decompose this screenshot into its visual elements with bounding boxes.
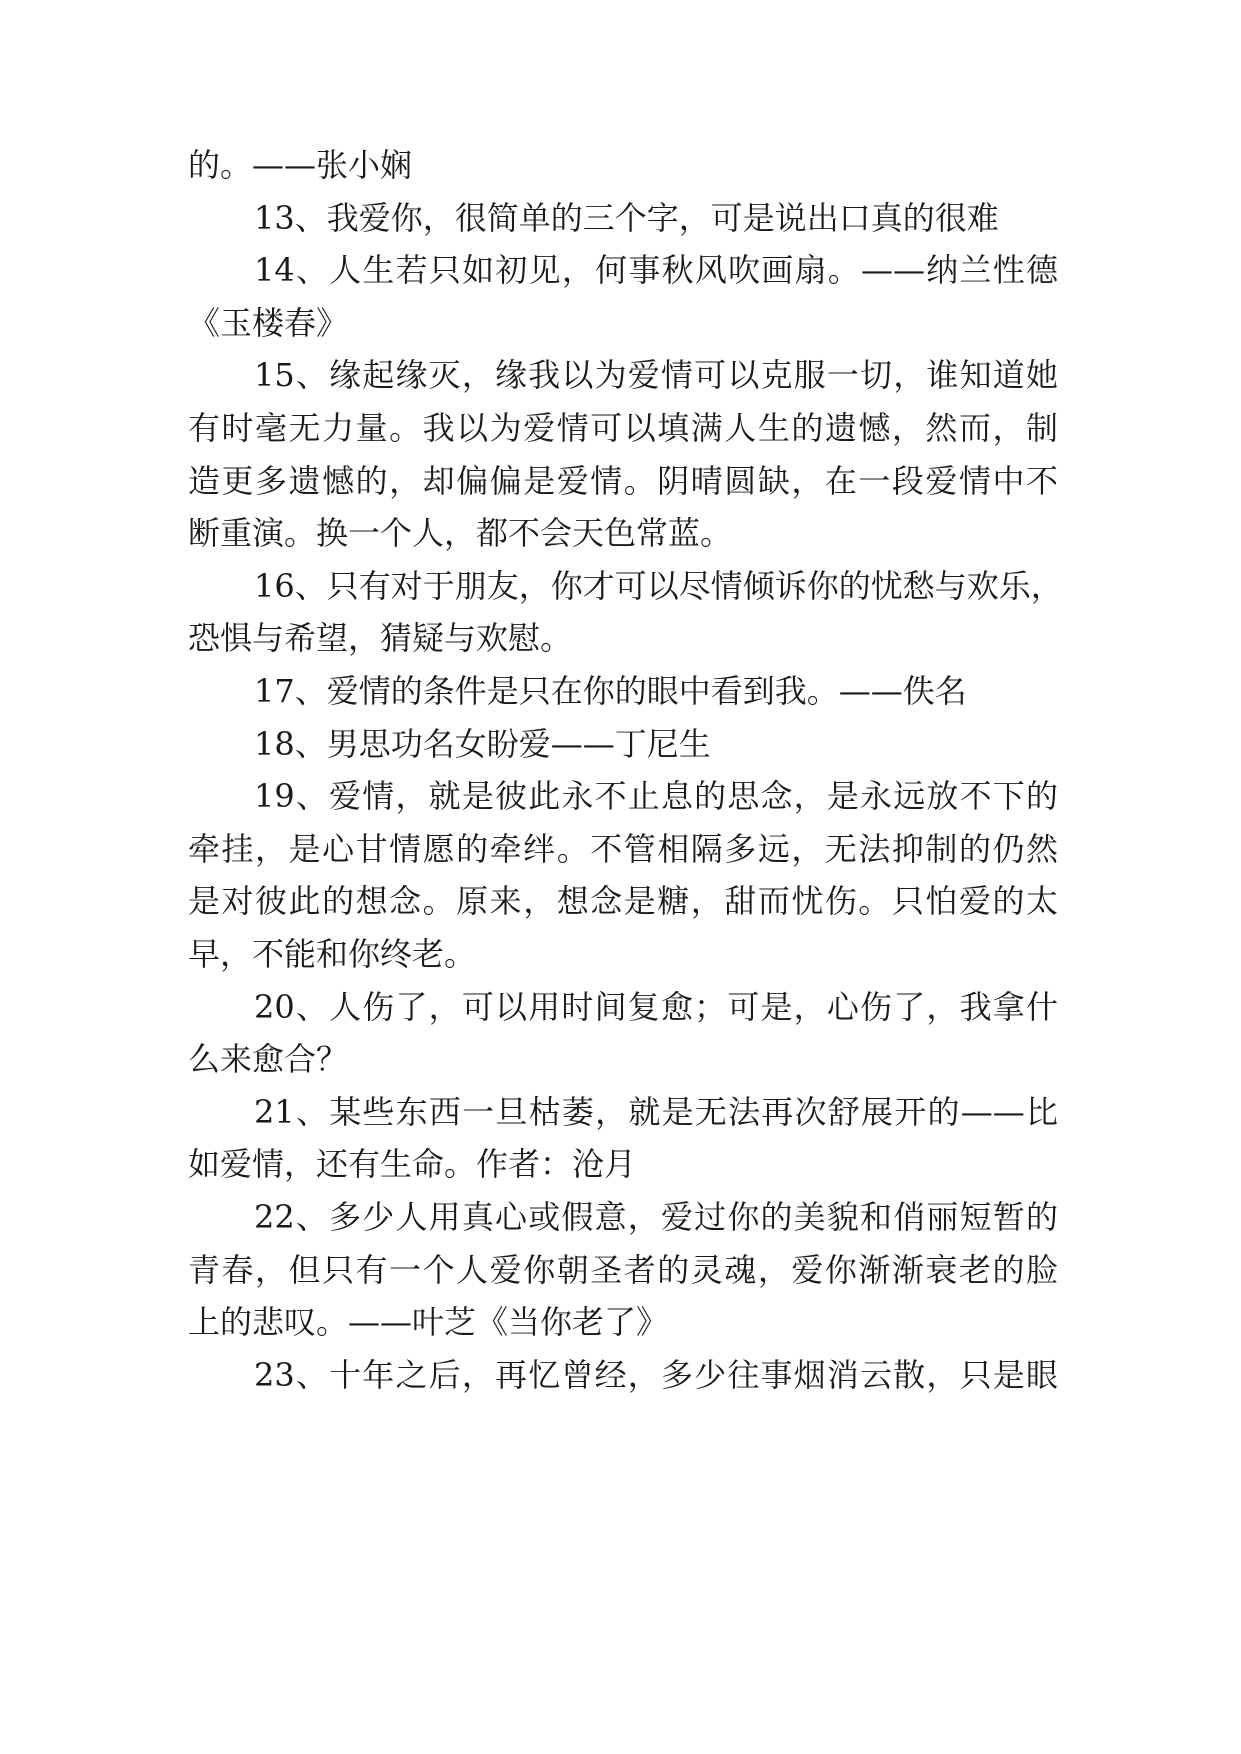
text-line: 23、十年之后，再忆曾经，多少往事烟消云散，只是眼: [254, 1355, 1058, 1394]
text-line: 断重演。换一个人，都不会天色常蓝。: [188, 514, 733, 553]
text-line: 18、男思功名女盼爱——丁尼生: [254, 724, 711, 763]
text-line: 21、某些东西一旦枯萎，就是无法再次舒展开的——比: [254, 1092, 1058, 1131]
text-line: 恐惧与希望，猜疑与欢慰。: [188, 619, 573, 658]
text-line: 20、人伤了，可以用时间复愈；可是，心伤了，我拿什: [254, 987, 1058, 1026]
text-line: 17、爱情的条件是只在你的眼中看到我。——佚名: [254, 672, 967, 710]
text-line: 的。——张小娴: [188, 146, 413, 184]
text-line: 14、人生若只如初见，何事秋风吹画扇。——纳兰性德: [254, 251, 1058, 290]
text-line: 《玉楼春》: [188, 303, 349, 342]
text-line: 牵挂，是心甘情愿的牵绊。不管相隔多远，无法抑制的仍然: [188, 829, 1058, 868]
text-line: 是对彼此的想念。原来，想念是糖，甜而忧伤。只怕爱的太: [188, 882, 1058, 921]
text-line: 13、我爱你，很简单的三个字，可是说出口真的很难: [254, 198, 999, 237]
text-line: 早，不能和你终老。: [188, 935, 477, 973]
text-line: 19、爱情，就是彼此永不止息的思念，是永远放不下的: [254, 777, 1058, 816]
text-line: 么来愈合？: [188, 1040, 349, 1079]
text-line: 有时毫无力量。我以为爱情可以填满人生的遗憾，然而，制: [188, 409, 1058, 447]
text-line: 上的悲叹。——叶芝《当你老了》: [188, 1303, 669, 1342]
text-line: 造更多遗憾的，却偏偏是爱情。阴晴圆缺，在一段爱情中不: [188, 461, 1058, 500]
text-line: 22、多少人用真心或假意，爱过你的美貌和俏丽短暂的: [254, 1198, 1058, 1236]
text-line: 青春，但只有一个人爱你朝圣者的灵魂，爱你渐渐衰老的脸: [188, 1250, 1058, 1289]
text-line: 15、缘起缘灭，缘我以为爱情可以克服一切，谁知道她: [254, 356, 1058, 395]
text-line: 如爱情，还有生命。作者：沧月: [188, 1145, 637, 1184]
text-line: 16、只有对于朋友，你才可以尽情倾诉你的忧愁与欢乐，: [254, 566, 1063, 605]
